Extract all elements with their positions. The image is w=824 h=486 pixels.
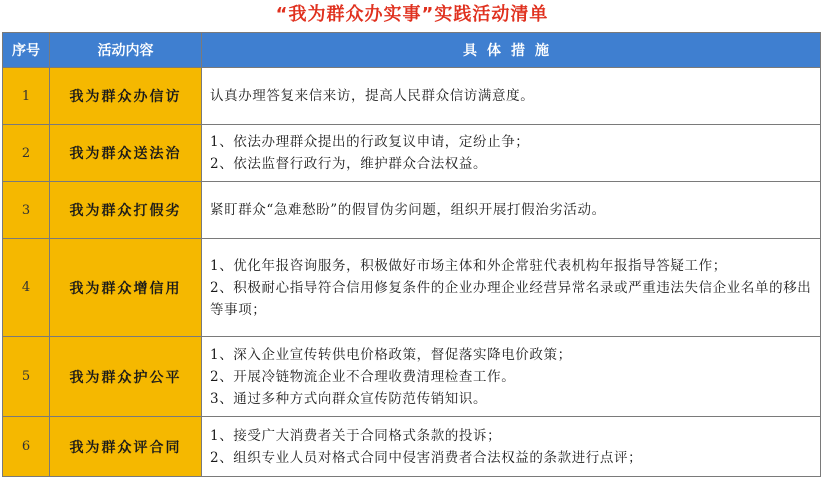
activity-name: 我为群众办信访: [50, 68, 202, 125]
measure-line: 2、依法监督行政行为，维护群众合法权益。: [210, 156, 488, 172]
table-row: [3, 239, 821, 337]
activity-name: 我为群众护公平: [50, 337, 202, 417]
page-title: “我为群众办实事”实践活动清单: [275, 4, 549, 25]
header-no: 序号: [3, 33, 50, 68]
measure-line: 1、深入企业宣传转供电价格政策，督促落实降电价政策；: [210, 346, 572, 363]
measure-line: 1、接受广大消费者关于合同格式条款的投诉；: [210, 427, 502, 444]
activity-name: 我为群众增信用: [50, 239, 202, 337]
measure-line: 2、组织专业人员对格式合同中侵害消费者合法权益的条款进行点评；: [210, 449, 643, 466]
measure-line: 2、积极耐心指导符合信用修复条件的企业办理企业经营异常名录或严重违法失信企业名单的移出等事项；: [210, 279, 812, 318]
row-number: 6: [3, 417, 50, 477]
table-row: [3, 417, 821, 477]
activity-name: 我为群众打假劣: [50, 182, 202, 239]
measures-cell: [202, 417, 821, 477]
row-number: 4: [3, 239, 50, 337]
measures-cell: [202, 125, 821, 182]
activity-table: [2, 32, 821, 477]
measure-line: 1、优化年报咨询服务，积极做好市场主体和外企常驻代表机构年报指导答疑工作；: [210, 257, 727, 274]
table-header-row: [3, 33, 821, 68]
measures-cell: [202, 68, 821, 125]
measure-line: 2、开展冷链物流企业不合理收费清理检查工作。: [210, 368, 516, 385]
measures-cell: [202, 239, 821, 337]
header-measures: 具体措施: [202, 33, 821, 68]
row-number: 3: [3, 182, 50, 239]
measure-line: 紧盯群众“急难愁盼”的假冒伪劣问题，组织开展打假治劣活动。: [210, 202, 606, 218]
measures-cell: [202, 337, 821, 417]
table-row: [3, 125, 821, 182]
row-number: 5: [3, 337, 50, 417]
measure-line: 1、依法办理群众提出的行政复议申请，定纷止争；: [210, 134, 530, 150]
table-row: [3, 182, 821, 239]
activity-name: 我为群众送法治: [50, 125, 202, 182]
table-row: [3, 68, 821, 125]
measure-line: 认真办理答复来信来访，提高人民群众信访满意度。: [210, 88, 535, 104]
activity-name: 我为群众评合同: [50, 417, 202, 477]
table-row: [3, 337, 821, 417]
header-activity: 活动内容: [50, 33, 202, 68]
row-number: 1: [3, 68, 50, 125]
row-number: 2: [3, 125, 50, 182]
measures-cell: [202, 182, 821, 239]
measure-line: 3、通过多种方式向群众宣传防范传销知识。: [210, 390, 488, 407]
